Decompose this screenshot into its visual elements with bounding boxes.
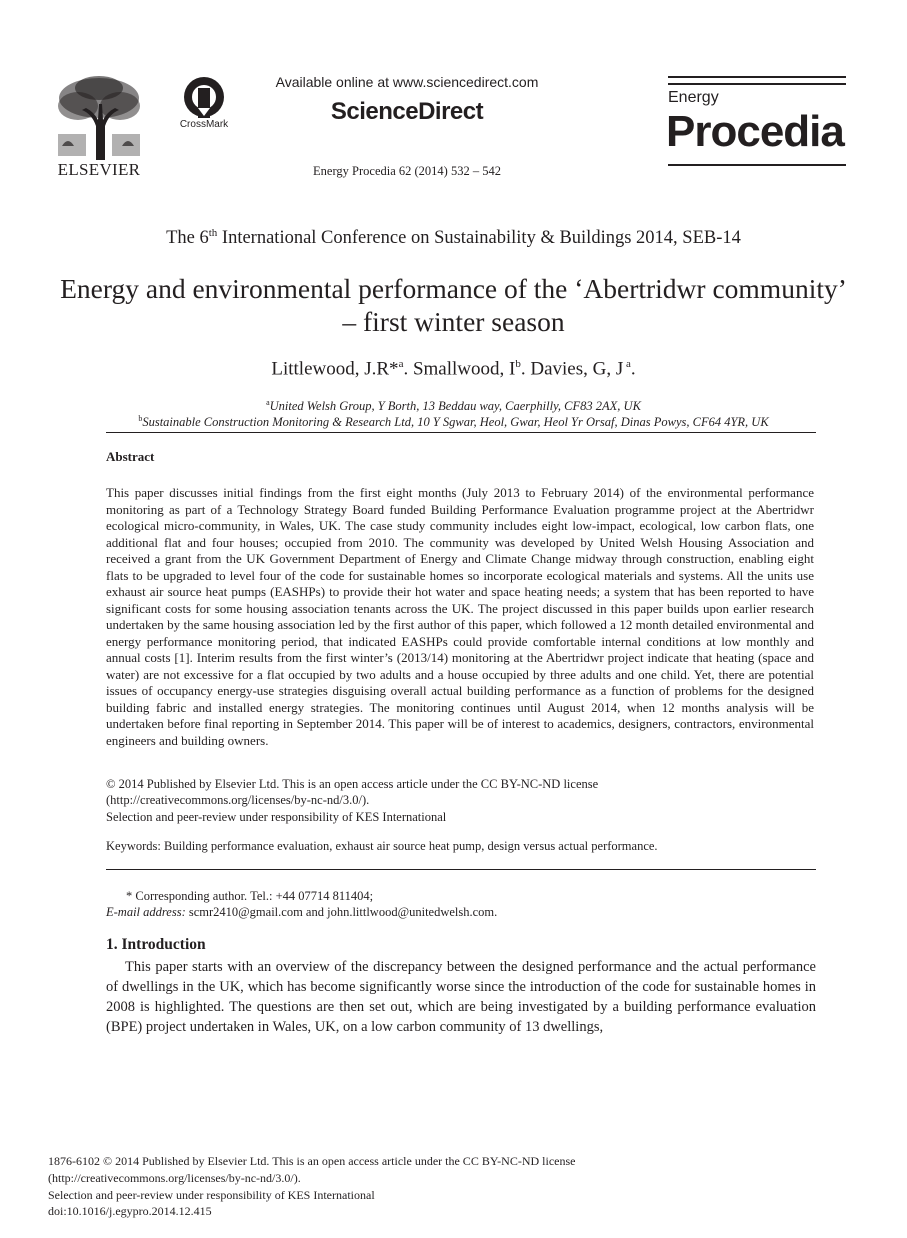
affiliation-a: $^a$United Welsh Group, Y Borth, 13 Beddau way, Caerphilly, CF83 2AX, UK — [266, 398, 641, 414]
publisher-name: ELSEVIER — [57, 160, 141, 179]
journal-logo-second-rule — [668, 83, 846, 85]
footer-doi[interactable]: doi:10.1016/j.egypro.2014.12.415 — [48, 1204, 212, 1218]
abstract-divider — [106, 869, 816, 870]
footer-peer-review: Selection and peer-review under responsibility of KES International — [48, 1188, 375, 1202]
email-addresses[interactable]: scmr2410@gmail.com and john.littlwood@unitedwelsh.com. — [185, 905, 498, 919]
footer-copyright: 1876-6102 © 2014 Published by Elsevier Ltd. This is an open access article under the CC BY-NC-ND license — [48, 1154, 576, 1168]
journal-name-top: Energy — [668, 89, 719, 106]
paper-title: Energy and environmental performance of the ‘Abertridwr community’ – first winter season — [60, 273, 847, 338]
journal-name-main: Procedia — [666, 107, 844, 156]
footer-license-link[interactable]: (http://creativecommons.org/licenses/by-nc-nd/3.0/). — [48, 1171, 301, 1185]
abstract-body: This paper discusses initial findings from the first eight months (July 2013 to February 2014) of the environmental performance monitoring as part of a Technology Strategy Board funded Building Performance Evaluation programme project at the Abertridwr ecological micro-community, in Wales, UK. The case study community includes eight low-impact, ecological, low carbon flats, one additional flat and four houses; occupied from 2010. The community was developed by United Welsh Housing Association and received a grant from the UK Government Department of Energy and Climate Change midway through construction, enabling eight flats to be upgraded to level four of the code for sustainable homes so incorporate ecological materials and systems. All the units use exhaust air source heat pumps (EASHPs) to provide their hot water and space heating needs; a system that has been reported to have significant costs for some housing association tenants across the UK. The project discussed in this paper builds upon earlier research undertaken by the same housing association led by the first author of this paper, which followed a 12 month detailed environmental and energy performance monitoring period, that indicated EASHPs could provide comfortable internal conditions at low monthly and annual costs [1]. Interim results from the first winter’s (2013/14) monitoring at the Abertridwr project indicate that heating (space and water) are not excessive for a flat occupied by two adults and a house occupied by three adults and one child. Yet, there are potential issues of occupancy energy-use strategies disguising overall actual building performance as a function of problems for the designed building fabric and installed energy strategies. The monitoring continues until August 2014, when 12 months analysis will be undertaken before final reporting in September 2014. This paper will be of interest to academics, designers, contractors, environmental engineers and building owners. — [106, 485, 814, 748]
crossmark-label: CrossMark — [179, 119, 229, 130]
conference-line: The 6th International Conference on Sustainability & Buildings 2014, SEB-14 — [166, 227, 741, 249]
front-matter-divider — [106, 432, 816, 433]
license-notice: © 2014 Published by Elsevier Ltd. This is an open access article under the CC BY-NC-ND license (http://creativecommons.org/licenses/by-nc-nd/3.0/). — [106, 776, 814, 808]
email-address-note: E-mail address: scmr2410@gmail.com and john.littlwood@unitedwelsh.com. — [106, 905, 498, 919]
keywords-line: Keywords: Building performance evaluation, exhaust air source heat pump, design versus actual performance. — [106, 839, 658, 853]
available-online-link[interactable]: Available online at www.sciencedirect.com — [275, 74, 539, 90]
author-list: Littlewood, J.R*$^a$. Smallwood, $I^b$. Davies, G, J $^a$. — [271, 358, 636, 380]
journal-logo-bottom-rule — [668, 164, 846, 166]
introduction-paragraph: This paper starts with an overview of the discrepancy between the designed performance and the actual performance of dwellings in the UK, which has become significantly worse since the introduction of the code for sustainable homes in 2008 is highlighted. The questions are then set out, which are being investigated by a building performance evaluation (BPE) project undertaken in Wales, UK, on a low carbon community of 13 dwellings, — [106, 959, 816, 1035]
journal-logo-top-rule — [668, 76, 846, 78]
peer-review-notice: Selection and peer-review under responsibility of KES International — [106, 810, 447, 824]
license-link[interactable]: (http://creativecommons.org/licenses/by-nc-nd/3.0/). — [106, 793, 370, 807]
corresponding-author-note: * Corresponding author. Tel.: +44 07714 811404; — [126, 889, 374, 903]
sciencedirect-logo-text: ScienceDirect — [330, 98, 484, 125]
abstract-heading: Abstract — [106, 449, 155, 464]
journal-citation: Energy Procedia 62 (2014) 532 – 542 — [313, 164, 501, 178]
section-heading-introduction: 1. Introduction — [106, 936, 206, 953]
affiliation-b: $^b$Sustainable Construction Monitoring & Research Ltd, 10 Y Sgwar, Heol, Gwar, Heol Yr Orsaf, Dinas Powys, CF64 4YR, UK — [138, 414, 769, 430]
